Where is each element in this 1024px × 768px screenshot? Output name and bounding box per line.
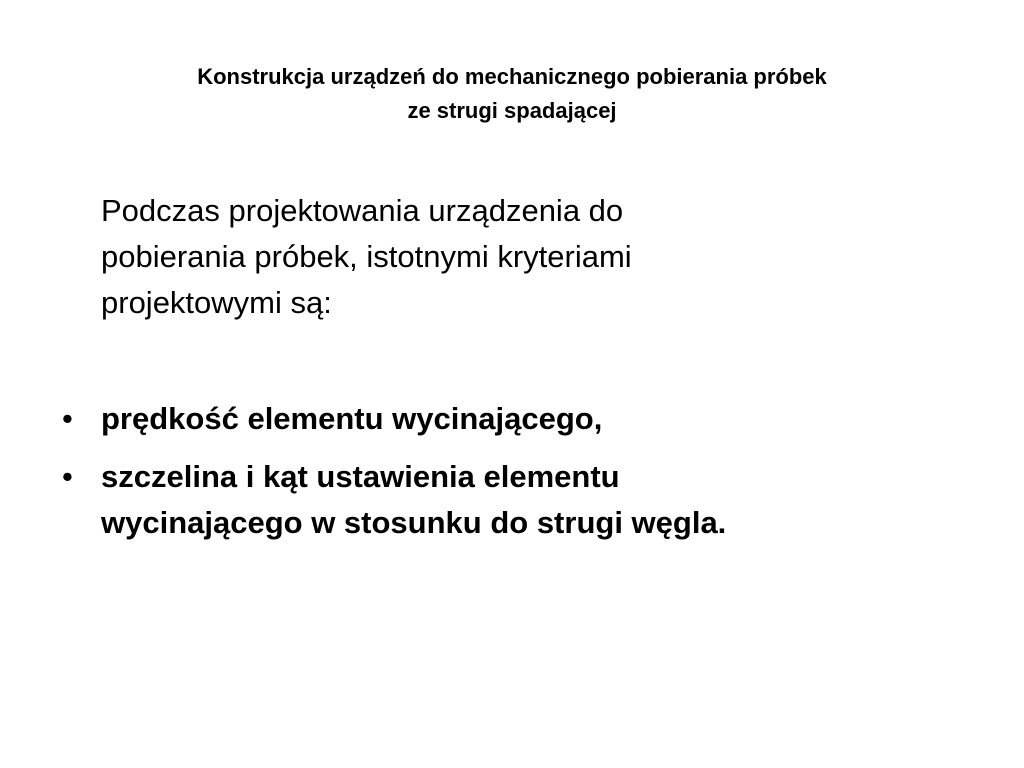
intro-line: projektowymi są:	[101, 285, 332, 320]
list-item-text: szczelina i kąt ustawienia elementu	[101, 459, 620, 494]
intro-line: pobierania próbek, istotnymi kryteriami	[101, 239, 632, 274]
slide-title-line: ze strugi spadającej	[407, 98, 617, 123]
list-item	[0, 396, 1024, 442]
slide-title-line: Konstrukcja urządzeń do mechanicznego pobierania próbek	[197, 64, 827, 89]
list-item-text: wycinającego w stosunku do strugi węgla.	[101, 505, 727, 540]
intro-paragraph	[101, 188, 961, 326]
criteria-list	[0, 396, 1024, 558]
list-item-text: prędkość elementu wycinającego,	[101, 401, 603, 436]
intro-line: Podczas projektowania urządzenia do	[101, 193, 624, 228]
bullet-icon: •	[62, 401, 73, 436]
bullet-icon: •	[62, 459, 73, 494]
list-item	[0, 454, 1024, 546]
slide-title	[60, 60, 964, 128]
